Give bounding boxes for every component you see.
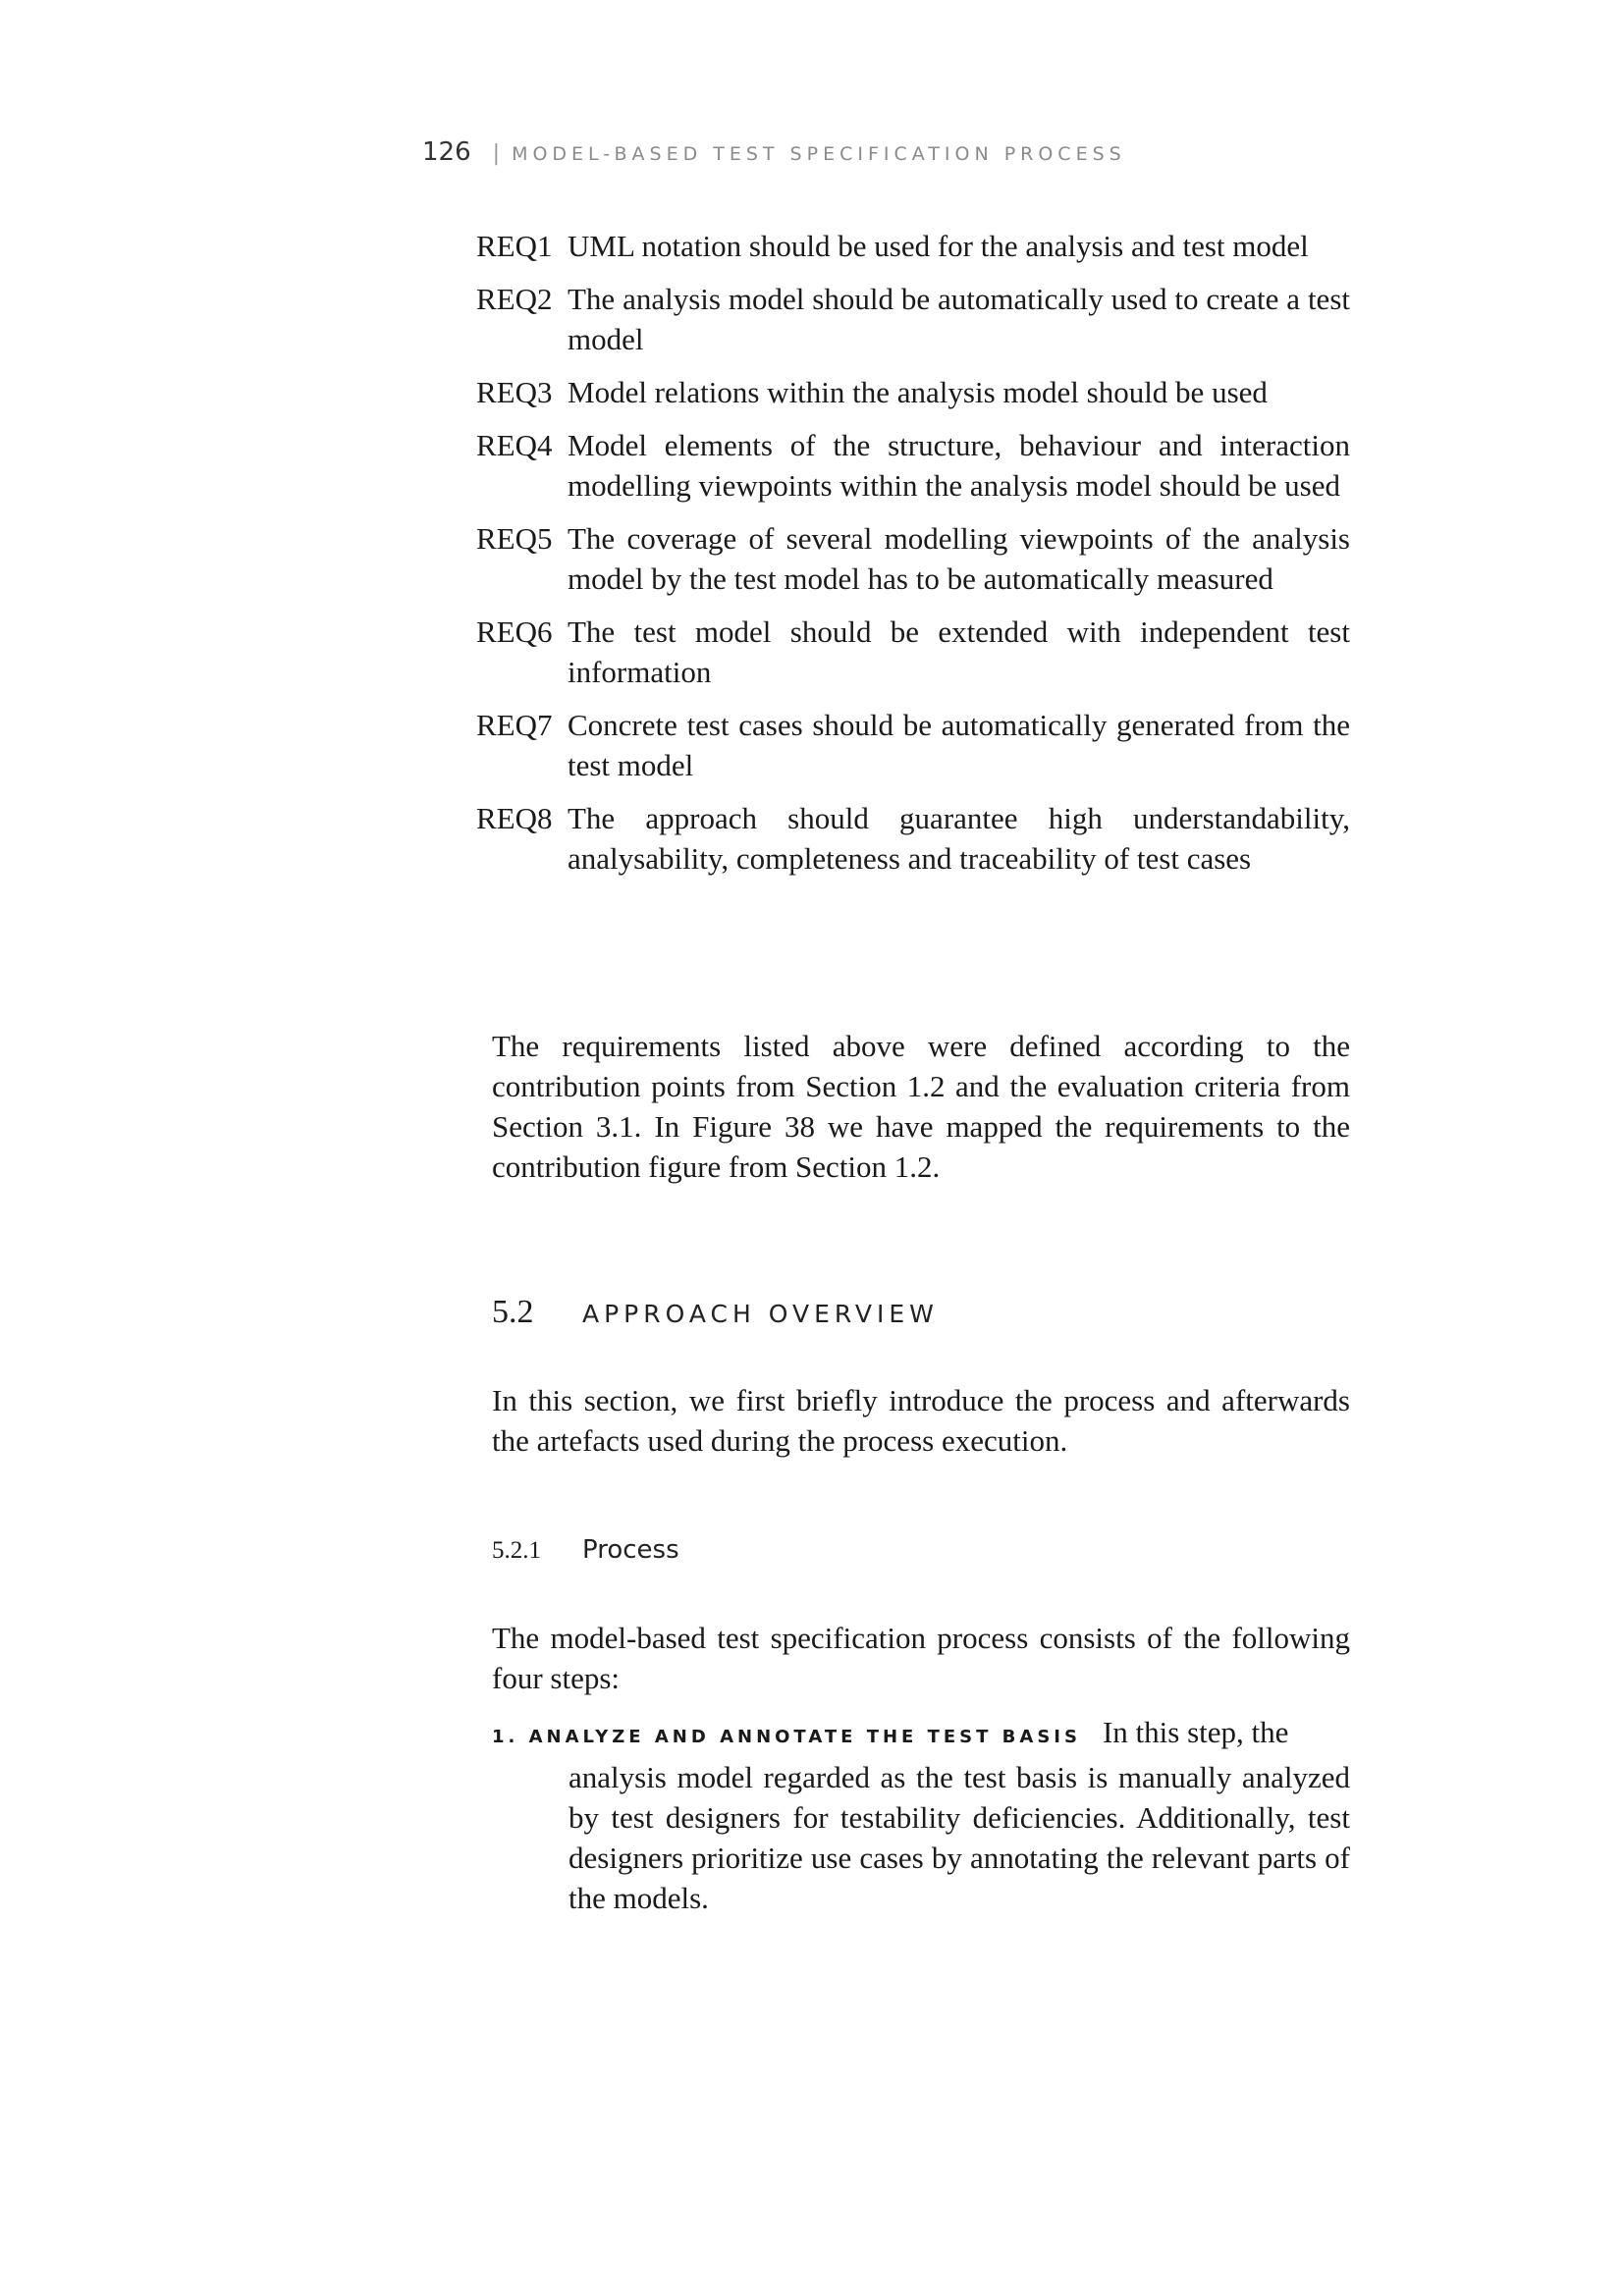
requirement-item (476, 612, 1350, 692)
process-intro-paragraph: The model-based test specification process consists of the following four steps: (492, 1621, 1350, 1695)
requirement-id: REQ7 (476, 708, 553, 742)
requirement-text: The test model should be extended with independent test information (568, 614, 1350, 689)
subsection-title: Process (582, 1535, 679, 1565)
running-header (422, 137, 1126, 177)
requirement-item (476, 425, 1350, 506)
section-heading (492, 1294, 939, 1331)
requirement-id: REQ1 (476, 229, 553, 263)
subsection-heading (492, 1535, 679, 1565)
requirement-id: REQ5 (476, 521, 553, 556)
page-number: 126 (422, 137, 471, 167)
requirement-id: REQ6 (476, 614, 553, 649)
requirement-item (476, 226, 1350, 266)
requirement-text: Model elements of the structure, behaviour and interaction modelling viewpoints within the analysis model should be used (568, 428, 1350, 503)
requirement-id: REQ2 (476, 282, 553, 316)
requirement-text: The analysis model should be automatically used to create a test model (568, 282, 1350, 356)
requirement-item (476, 798, 1350, 879)
requirement-id: REQ4 (476, 428, 553, 462)
step-first-line (492, 1712, 1350, 1757)
section-number: 5.2 (492, 1294, 534, 1330)
requirement-item (476, 279, 1350, 359)
chapter-title: MODEL-BASED TEST SPECIFICATION PROCESS (512, 143, 1126, 165)
requirement-text: Concrete test cases should be automatically generated from the test model (568, 708, 1350, 782)
requirement-id: REQ8 (476, 801, 553, 835)
requirements-list (476, 226, 1350, 891)
step-lead-text: In this step, the (1102, 1715, 1289, 1749)
requirement-text: Model relations within the analysis model should be used (568, 375, 1268, 409)
process-step (492, 1712, 1350, 1918)
requirement-text: The approach should guarantee high understandability, analysability, completeness and traceability of test cases (568, 801, 1350, 876)
requirement-text: The coverage of several modelling viewpoints of the analysis model by the test model has to be automatically measured (568, 521, 1350, 596)
requirements-paragraph: The requirements listed above were defined according to the contribution points from Section 1.2 and the evaluation criteria from Section 3.1. In Figure 38 we have mapped the requirements to the contribution figure from Section 1.2. (492, 1029, 1350, 1184)
requirement-id: REQ3 (476, 375, 553, 409)
step-label: 1. ANALYZE AND ANNOTATE THE TEST BASIS (492, 1727, 1081, 1747)
requirement-item (476, 705, 1350, 785)
requirement-item (476, 372, 1350, 412)
section-title: APPROACH OVERVIEW (582, 1300, 939, 1328)
section-intro-paragraph: In this section, we first briefly introduce the process and afterwards the artefacts used during the process execution. (492, 1383, 1350, 1458)
requirement-item (476, 518, 1350, 599)
header-separator: | (492, 141, 501, 166)
subsection-number: 5.2.1 (492, 1537, 541, 1564)
requirement-text: UML notation should be used for the analysis and test model (568, 229, 1309, 263)
step-body: analysis model regarded as the test basis is manually analyzed by test designers for testability deficiencies. Additionally, test designers prioritize use cases by annotating the relevant parts of the models. (568, 1760, 1350, 1915)
